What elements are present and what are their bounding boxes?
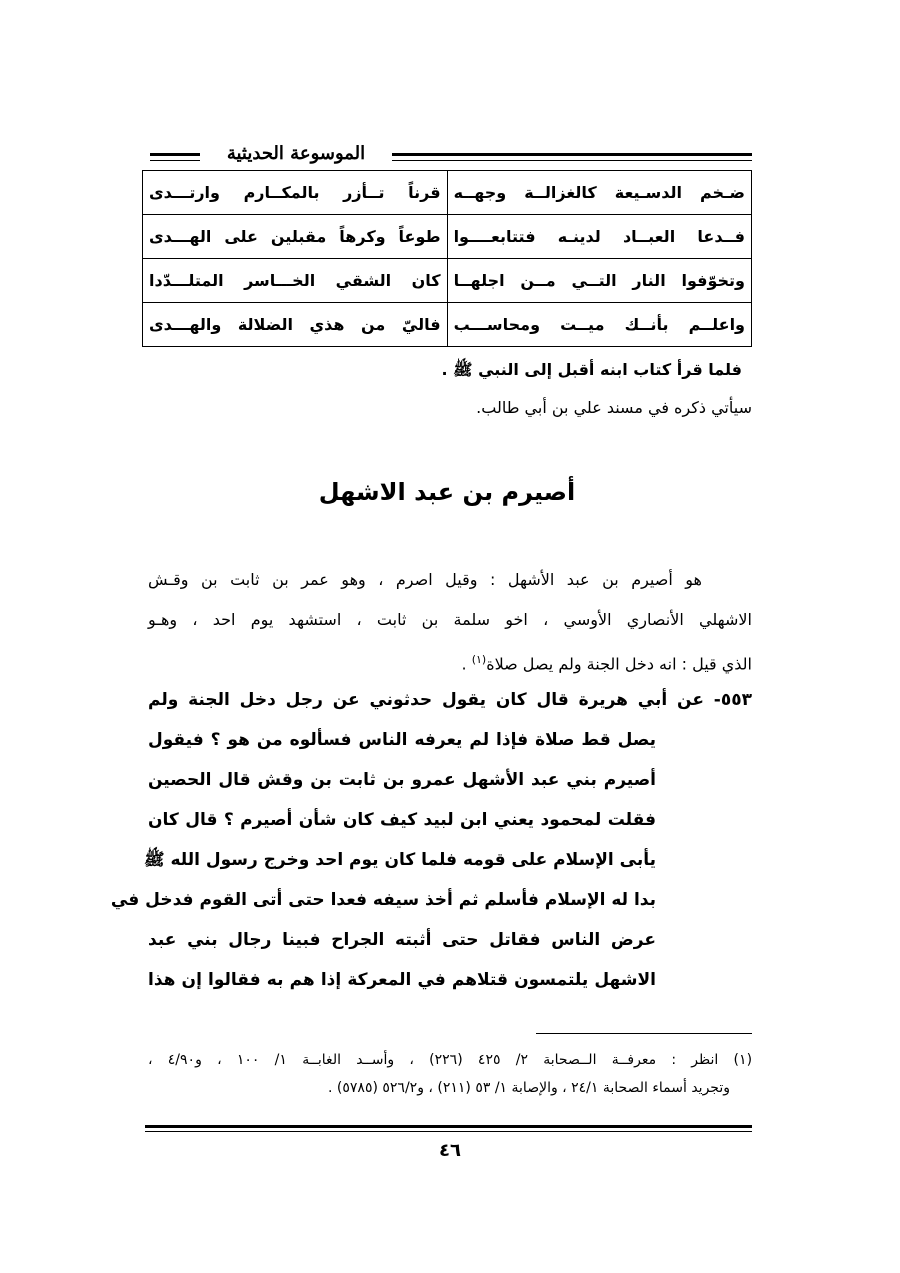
footnotes [148,1046,752,1102]
header-rule-left [150,153,200,161]
poem-row [143,171,752,215]
hadith-line: ٥٥٣- عن أبي هريرة قال كان يقول حدثوني عن رجل دخل الجنة ولم [148,690,752,710]
hadith-line: أصيرم بني عبد الأشهل عمرو بن ثابت بن وقش قال الحصين [148,770,656,790]
poem-table [142,170,752,347]
hadith-line: يصل قط صلاة فإذا لم يعرفه الناس فسألوه من هو ؟ فيقول [148,730,656,750]
hadith-line: عرض الناس فقاتل حتى أثبته الجراح فبينا رجال بني عبد [148,930,656,950]
poem-verse-second-half: قرناً تــأزر بالمكــارم وارتـــدى [143,171,448,215]
section-title: أصيرم بن عبد الاشهل [318,478,576,506]
running-header [142,143,752,165]
header-title: الموسوعة الحديثية [226,143,366,164]
poem-verse-second-half: طوعاً وكرهاً مقبلين على الهـــدى [143,215,448,259]
page-number: ٤٦ [439,1140,461,1161]
footnote-line: وتجريد أسماء الصحابة ٢٤/١ ، والإصابة ١/ ٥٣ (٢١١) ، و٥٢٦/٢ (٥٧٨٥) . [328,1080,730,1096]
hadith-line: بدا له الإسلام فأسلم ثم أخذ سيفه فعدا حتى أتى القوم فدخل في [110,890,656,910]
poem-verse-first-half: واعلــم بأنــك ميــت ومحاســـب [447,303,751,347]
hadith-line: يأبى الإسلام على قومه فلما كان يوم احد وخرج رسول الله ﷺ [144,850,656,870]
poem-row [143,303,752,347]
after-poem-line: فلما قرأ كتاب ابنه أقبل إلى النبي ﷺ . [441,360,742,379]
hadith-paragraph [110,680,752,1000]
poem-row [143,215,752,259]
biography-line-text: الذي قيل : انه دخل الجنة ولم يصل صلاة [486,654,752,674]
biography-line: هو أصيرم بن عبد الأشهل : وقيل اصرم ، وهو عمر بن ثابت بن وقـش [148,570,702,589]
footnote-line: (١) انظر : معرفــة الــصحابة ٢/ ٤٢٥ (٢٢٦) ، وأســد الغابــة ١/ ١٠٠ ، و٤/٩٠ ، [148,1052,753,1068]
hadith-line: الاشهل يلتمسون قتلاهم في المعركة إذا هم به فقالوا إن هذا [148,970,656,990]
poem-verse-first-half: فــدعا العبــاد لدينـه فتتابعــــوا [447,215,751,259]
biography-line-end: . [461,654,472,674]
poem-verse-first-half: وتخوّفوا النار التــي مــن اجلهــا [447,259,751,303]
biography-line: الاشهلي الأنصاري الأوسي ، اخو سلمة بن ثابت ، استشهد يوم احد ، وهـو [148,610,752,629]
hadith-line: فقلت لمحمود يعني ابن لبيد كيف كان شأن أصيرم ؟ قال كان [148,810,656,830]
footnote-separator [536,1033,752,1034]
poem-row [143,259,752,303]
bottom-rule [145,1125,752,1132]
cross-reference-line: سيأتي ذكره في مسند علي بن أبي طالب. [476,398,752,417]
biography-paragraph [148,560,752,680]
footnote-ref: (١) [471,653,487,666]
biography-line [148,640,752,680]
poem-verse-second-half: كان الشقي الخـــاسر المتلـــدّدا [143,259,448,303]
poem-verse-second-half: فاليّ من هذي الضلالة والهـــدى [143,303,448,347]
poem-verse-first-half: ضـخم الدسـيعة كالغزالــة وجهــه [447,171,751,215]
header-rule-right [392,153,752,161]
